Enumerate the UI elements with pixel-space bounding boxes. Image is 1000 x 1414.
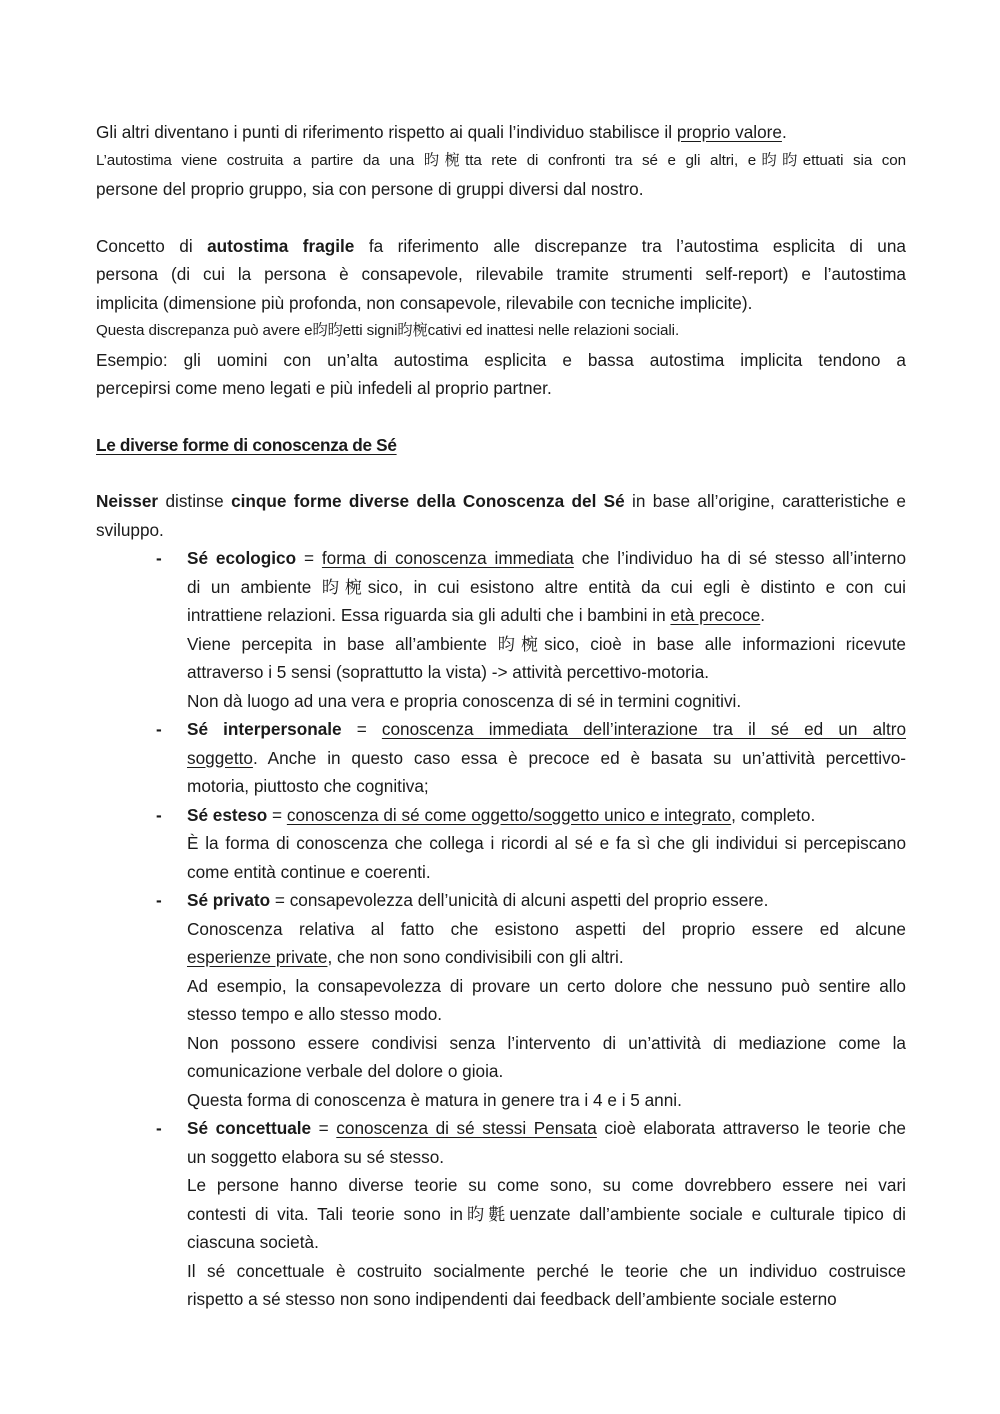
text-line: Non dà luogo ad una vera e propria conoscenza di sé in termini cognitivi.	[187, 690, 742, 711]
paragraph-fragile-self-esteem	[96, 232, 906, 403]
list-item-conceptual-self	[96, 1114, 906, 1314]
paragraph-neisser-intro	[96, 487, 906, 544]
text-span: =	[311, 1118, 337, 1138]
bold-term: Sé ecologico	[187, 548, 297, 568]
text-line	[96, 601, 906, 630]
text-line: Questa discrepanza può avere e昀昀etti signi昀椀cativi ed inattesi nelle relazioni sociali.	[96, 322, 680, 339]
underlined-term: esperienze private	[187, 947, 328, 967]
text-line: comunicazione verbale del dolore o gioia.	[187, 1061, 504, 1081]
text-span: intrattiene relazioni. Essa riguarda sia gli adulti che i bambini in	[187, 605, 671, 625]
text-span: distinse	[158, 491, 232, 511]
text-line: Ad esempio, la consapevolezza di provare un certo dolore che nessuno può sentire allo	[187, 975, 906, 996]
text-line: Questa forma di conoscenza è matura in genere tra i 4 e i 5 anni.	[187, 1089, 682, 1110]
text-line: come entità continue e coerenti.	[187, 861, 431, 882]
text-line	[96, 1114, 906, 1143]
paragraph-social-comparison	[96, 118, 906, 204]
text-line: implicita (dimensione più profonda, non consapevole, rilevabile con tecniche implicite).	[96, 292, 753, 313]
text-line: motoria, piuttosto che cognitiva;	[187, 776, 429, 796]
text-line: ciascuna società.	[187, 1232, 319, 1252]
text-line	[96, 886, 906, 915]
bold-term: Sé privato	[187, 890, 271, 910]
text-line: L’autostima viene costruita a partire da una 昀椀tta rete di confronti tra sé e gli altri, e昀昀ettuati sia con	[96, 151, 906, 169]
text-line: percepirsi come meno legati e più infedeli al proprio partner.	[96, 378, 552, 398]
text-span: , completo.	[731, 804, 816, 825]
underlined-term: forma di conoscenza immediata	[321, 548, 574, 568]
bold-term: autostima fragile	[207, 235, 355, 256]
list-dash: -	[156, 719, 162, 739]
underlined-term: conoscenza di sé stessi Pensata	[336, 1118, 597, 1138]
underlined-term: conoscenza immediata dell’interazione tra il sé ed un altro	[381, 719, 907, 739]
text-span: , che non sono condivisibili con gli altri.	[327, 947, 624, 967]
underlined-term: età precoce	[670, 605, 761, 625]
paragraph-gap	[96, 459, 906, 487]
list-item-ecological-self	[96, 544, 906, 715]
bold-term: Sé esteso	[187, 804, 268, 825]
bold-term: cinque forme diverse della Conoscenza del Sé	[231, 491, 625, 511]
document-page	[96, 118, 906, 1314]
text-line	[96, 118, 906, 147]
text-line: contesti di vita. Tali teorie sono in昀氀uenzate dall’ambiente sociale e culturale tipico di	[187, 1203, 906, 1224]
text-line	[96, 487, 906, 516]
list-dash: -	[156, 548, 162, 568]
text-line: persone del proprio gruppo, sia con persone di gruppi diversi dal nostro.	[96, 179, 644, 199]
text-line	[96, 801, 906, 830]
text-line: Il sé concettuale è costruito socialmente perché le teorie che un individuo costruisce	[187, 1260, 906, 1281]
text-span: Gli altri diventano i punti di riferimento rispetto ai quali l’individuo stabilisce il	[96, 122, 677, 142]
text-line: persona (di cui la persona è consapevole, rilevabile tramite strumenti self-report) e l’autostima	[96, 264, 906, 284]
text-span: fa riferimento alle discrepanze tra l’autostima esplicita di una	[354, 235, 906, 256]
author-name: Neisser	[96, 491, 159, 511]
list-item-private-self	[96, 886, 906, 1114]
bold-term: Sé concettuale	[187, 1118, 312, 1138]
list-dash: -	[156, 890, 162, 910]
text-line: sviluppo.	[96, 519, 164, 540]
list-item-interpersonal-self	[96, 715, 906, 801]
text-line: stesso tempo e allo stesso modo.	[187, 1004, 443, 1024]
text-line: Le persone hanno diverse teorie su come sono, su come dovrebbero essere nei vari	[187, 1175, 906, 1195]
text-span: =	[341, 719, 382, 739]
text-line: Non possono essere condivisi senza l’intervento di un’attività di mediazione come la	[187, 1032, 906, 1053]
text-line	[96, 943, 906, 972]
underlined-term: proprio valore	[676, 122, 782, 142]
text-span: che l’individuo ha di sé stesso all’interno	[573, 548, 906, 568]
text-line	[96, 744, 906, 773]
text-span: =	[296, 548, 322, 568]
text-line: Viene percepita in base all’ambiente 昀椀sico, cioè in base alle informazioni ricevute	[187, 633, 906, 654]
text-span: = consapevolezza dell’unicità di alcuni aspetti del proprio essere.	[270, 890, 769, 910]
text-span: Concetto di	[96, 235, 208, 256]
paragraph-gap	[96, 204, 906, 232]
underlined-term: conoscenza di sé come oggetto/soggetto unico e integrato	[286, 804, 732, 825]
text-line: Conoscenza relativa al fatto che esistono aspetti del proprio essere ed alcune	[187, 918, 906, 939]
text-line: un soggetto elabora su sé stesso.	[187, 1146, 445, 1167]
list-dash: -	[156, 1118, 162, 1138]
text-span: in base all’origine, caratteristiche e	[624, 491, 906, 511]
section-heading: Le diverse forme di conoscenza de Sé	[96, 434, 397, 455]
text-line	[96, 715, 906, 744]
text-span: . Anche in questo caso essa è precoce ed è basata su un’attività percettivo-	[252, 747, 906, 768]
text-span: =	[267, 804, 287, 825]
text-span: cioè elaborata attraverso le teorie che	[596, 1118, 906, 1138]
text-line: attraverso i 5 sensi (soprattutto la vista) -> attività percettivo-motoria.	[187, 662, 710, 682]
text-line	[96, 544, 906, 573]
text-line	[96, 232, 906, 261]
self-knowledge-forms-list	[96, 544, 906, 1314]
text-line: È la forma di conoscenza che collega i ricordi al sé e fa sì che gli individui si percepiscano	[187, 833, 906, 853]
text-line: rispetto a sé stesso non sono indipendenti dai feedback dell’ambiente sociale esterno	[187, 1289, 837, 1309]
text-line: Esempio: gli uomini con un’alta autostima esplicita e bassa autostima implicita tendono a	[96, 349, 906, 370]
text-span: .	[760, 605, 766, 625]
bold-term: Sé interpersonale	[187, 719, 342, 739]
underlined-term: soggetto	[187, 747, 253, 768]
paragraph-gap	[96, 403, 906, 431]
text-line: di un ambiente 昀椀sico, in cui esistono altre entità da cui egli è distinto e con cui	[187, 576, 906, 597]
text-span: .	[781, 122, 787, 142]
list-dash: -	[156, 804, 162, 825]
list-item-extended-self	[96, 801, 906, 887]
